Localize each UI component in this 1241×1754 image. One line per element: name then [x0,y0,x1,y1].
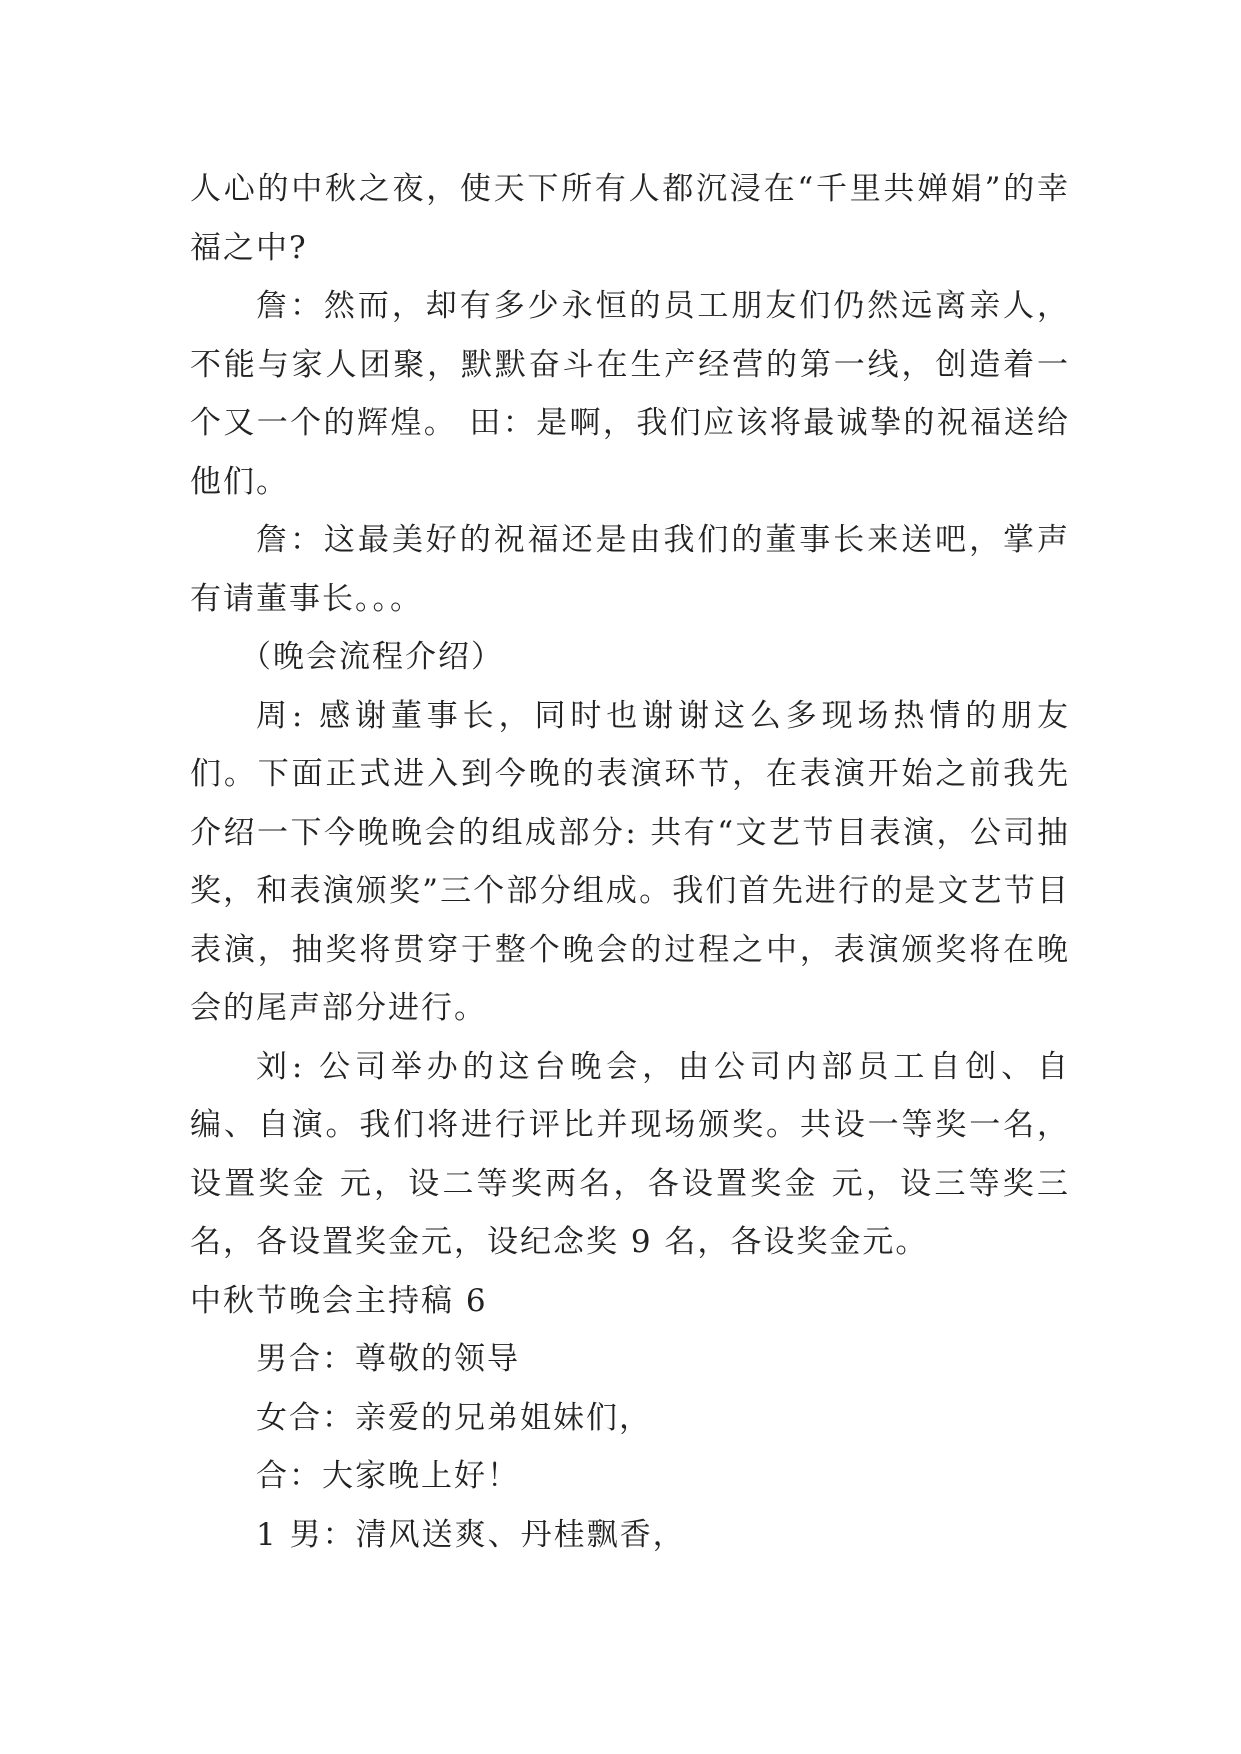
paragraph-zhan-chairman: 詹：这最美好的祝福还是由我们的董事长来送吧，掌声有请董事长。。。 [190,522,1070,617]
paragraph-together: 合：大家晚上好！ [256,1458,520,1494]
paragraph-zhan-tian-dialogue: 詹：然而，却有多少永恒的员工朋友们仍然远离亲人，不能与家人团聚，默默奋斗在生产经营的第一线，创造着一个又一个的辉煌。 田：是啊，我们应该将最诚挚的祝福送给他们。 [190,288,1070,500]
paragraph-female-chorus: 女合：亲爱的兄弟姐妹们， [256,1399,652,1436]
paragraph-liu-awards: 刘: 公司举办的这台晚会，由公司内部员工自创、自编、自演。我们将进行评比并现场颁奖。共设一等奖一名，设置奖金 元，设二等奖两名，各设置奖金 元，设三等奖三名，各设置奖金元，设纪念奖 9 名，各设奖金元。 [190,1048,1070,1260]
section-heading: 中秋节晚会主持稿 6 [190,1282,488,1319]
paragraph-zhou-introduction: 周: 感谢董事长，同时也谢谢这么多现场热情的朋友们。下面正式进入到今晚的表演环节，在表演开始之前我先介绍一下今晚晚会的组成部分: 共有“文艺节目表演，公司抽奖，和表演颁奖”三个部分组成。我们首先进行的是文艺节目表演，抽奖将贯穿于整个晚会的过程之中，表演颁奖将在晚会的尾声部分进行。 [190,697,1070,1026]
document-body [190,160,1070,1564]
paragraph-male-1: 1 男：清风送爽、丹桂飘香， [256,1516,686,1553]
paragraph-intro-continuation: 人心的中秋之夜，使天下所有人都沉浸在“千里共婵娟”的幸福之中? [190,171,1070,266]
paragraph-male-chorus: 男合：尊敬的领导 [256,1341,520,1377]
paragraph-program-note: （晚会流程介绍） [240,639,504,675]
